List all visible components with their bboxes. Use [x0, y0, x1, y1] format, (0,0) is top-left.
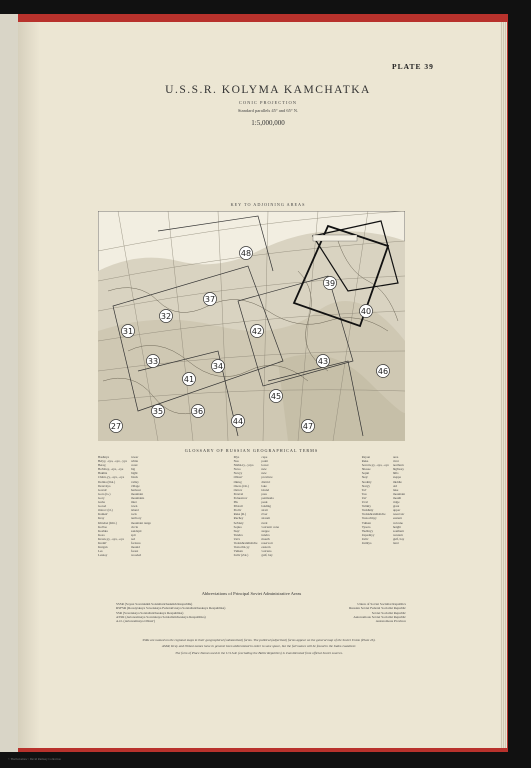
- abbreviation-meaning: Autonomous Soviet Socialist Republic: [353, 614, 406, 619]
- glossary-meaning: strait: [261, 508, 268, 513]
- note: The form of Place Names used in the U.S.S.R. (excluding the Baltic Republics) is transliterated from official Soviet sources.: [175, 650, 343, 655]
- glossary-meaning: northern: [392, 463, 404, 468]
- glossary-meaning: white: [131, 459, 139, 464]
- svg-text:43: 43: [317, 357, 329, 366]
- glossary-term: Vostochnyy: [361, 516, 377, 521]
- glossary-meaning: mountain: [392, 491, 405, 496]
- glossary-term: Kamen': [98, 512, 108, 517]
- glossary-term: Guba: [98, 500, 105, 505]
- glossary-term: Vulkan: [361, 520, 371, 525]
- key-plate-27: [110, 420, 123, 433]
- key-plate-45: [270, 390, 283, 403]
- glossary-term: Vysota: [361, 524, 371, 529]
- glossary-meaning: southern: [392, 528, 404, 533]
- note: SSRs are named on the regional maps in their geographical (substantival) forms. The political (adjectival) forms appear on the general map of the Soviet Union (Plate 26).: [142, 638, 376, 642]
- glossary-term: Novo: [233, 467, 241, 472]
- glossary-meaning: fortress: [131, 540, 141, 545]
- glossary-meaning: island: [131, 508, 139, 513]
- atlas-page: [18, 22, 500, 748]
- glossary-meaning: hills: [392, 471, 399, 476]
- glossary-meaning: red: [131, 536, 136, 541]
- glossary-term: Sredniy: [361, 479, 372, 484]
- glossary-term: Kreml': [98, 540, 107, 545]
- glossary-meaning: gulf, bay: [261, 553, 273, 558]
- glossary-meaning: circle: [131, 524, 139, 529]
- glossary-meaning: highway: [392, 467, 404, 472]
- svg-text:32: 32: [160, 312, 172, 321]
- glossary-term: Koshka: [98, 528, 108, 533]
- key-plate-37: [204, 293, 217, 306]
- svg-text:31: 31: [122, 327, 134, 336]
- scale-label: 1:5,000,000: [251, 119, 285, 127]
- glossary-term: Nos: [233, 459, 239, 464]
- glossary-term: Step': [361, 475, 368, 480]
- key-plate-39: [324, 277, 337, 290]
- glossary-term: Khrebet (Khr.): [98, 520, 117, 525]
- glossary-term: Les: [98, 549, 103, 554]
- glossary-meaning: black: [131, 475, 138, 480]
- glossary-term: Bukhta: [98, 471, 108, 476]
- glossary-meaning: stream: [261, 516, 270, 521]
- glossary-term: Ozero (Oz.): [233, 483, 249, 488]
- glossary-term: Novyy: [233, 471, 243, 476]
- svg-text:37: 37: [204, 295, 216, 304]
- glossary-meaning: peninsula: [261, 495, 274, 500]
- glossary-term: Sel'skiy: [233, 520, 244, 525]
- glossary-meaning: big: [131, 467, 136, 472]
- glossary-term: Yuzhnyy: [361, 528, 374, 533]
- glossary-meaning: river: [392, 459, 399, 464]
- svg-text:46: 46: [377, 367, 389, 376]
- glossary-meaning: cape: [261, 455, 268, 459]
- svg-text:34: 34: [212, 362, 224, 371]
- glossary-terms: [98, 455, 127, 557]
- abbreviation: RSFSR (Rossiyskaya Sovetskaya Federativnaya Sotsialisticheskaya Respublika): [116, 606, 226, 611]
- glossary-meaning: reservoir: [392, 512, 405, 517]
- glossary-meaning: territory: [131, 516, 142, 521]
- glossary-meaning: lower: [261, 463, 269, 468]
- glossary-meaning: volcano: [392, 520, 404, 525]
- glossary-meanings: [131, 455, 151, 557]
- glossary-meaning: new: [261, 467, 267, 472]
- glossary-meaning: coast: [131, 463, 138, 468]
- svg-text:44: 44: [232, 417, 244, 426]
- glossary-meaning: western: [392, 532, 403, 537]
- svg-text:41: 41: [183, 375, 195, 384]
- glossary-meaning: mountains: [131, 495, 145, 500]
- glossary-term: Pristan': [233, 504, 244, 509]
- key-plate-32: [160, 310, 173, 323]
- glossary-meaning: steppe: [261, 528, 270, 533]
- key-plate-41: [183, 373, 196, 386]
- svg-text:39: 39: [324, 279, 336, 288]
- glossary-term: Poluostrov: [233, 495, 248, 500]
- glossary-meanings: [261, 455, 279, 557]
- glossary-meaning: mountain range: [131, 520, 151, 525]
- abbreviation: A.O. (Avtonomnaya Oblast'): [116, 619, 155, 624]
- abbreviation-meaning: Russian Soviet Federal Socialist Republic: [349, 606, 406, 611]
- glossary-meaning: landing: [261, 504, 271, 509]
- glossary-term: Oblast': [233, 475, 243, 480]
- glossary-meaning: reservoir: [261, 540, 273, 545]
- glossary-term: Dolina (Dol.): [98, 479, 116, 484]
- key-plate-35: [152, 405, 165, 418]
- glossary-meaning: lake: [261, 483, 267, 488]
- page-gutter: [18, 22, 40, 748]
- key-plate-43: [317, 355, 330, 368]
- glossary-meaning: island: [261, 487, 270, 492]
- glossary-meaning: ridge: [392, 500, 400, 505]
- svg-text:27: 27: [110, 422, 122, 431]
- abbreviation-meaning: Autonomous Province: [375, 619, 406, 624]
- glossary-meaning: inlet: [131, 500, 137, 505]
- glossary-meaning: tower: [131, 455, 139, 459]
- glossary-term: Okrug: [233, 479, 242, 484]
- note: ASSR, Kray and Oblast names have in general been abbreviated in order to save space, but the full names will be found in the Index-Gazetteer.: [161, 644, 357, 649]
- notes: [114, 638, 404, 657]
- glossary-term: Lesnoy: [98, 553, 108, 558]
- glossary-term: Rayon: [361, 455, 371, 459]
- glossary-column: [362, 455, 405, 557]
- glossary-term: Sopka: [233, 524, 242, 529]
- glossary-term: Zaliv (Zal.): [233, 553, 249, 558]
- glossary-term: Gorod: [98, 504, 107, 509]
- glossary-meaning: eastern: [392, 516, 402, 521]
- key-plate-31: [122, 325, 135, 338]
- glossary-term: Chërn-yy, -aya, -oye: [98, 475, 125, 480]
- glossary-term: Ostrov: [233, 487, 243, 492]
- abbreviation: SSSR (Soyuz Sovetskikh Sotsialisticheskikh Respublik): [116, 602, 193, 606]
- glossary-term: Reka: [361, 459, 369, 464]
- glossary-meaning: pass: [261, 491, 267, 496]
- projection-label: CONIC PROJECTION: [238, 100, 298, 105]
- glossary-meaning: mountain: [131, 491, 144, 496]
- glossary-term: Derevnya: [98, 483, 111, 488]
- key-plate-47: [302, 420, 315, 433]
- glossary-meaning: sandspit: [131, 528, 142, 533]
- glossary-meaning: new: [261, 471, 267, 476]
- key-map-title: KEY TO ADJOINING AREAS: [230, 202, 306, 207]
- glossary-meaning: harbour: [131, 487, 141, 492]
- glossary-term: Tau: [361, 491, 367, 496]
- key-plate-46: [377, 365, 390, 378]
- glossary-meaning: upper: [392, 508, 401, 513]
- glossary-meaning: mouth: [392, 495, 402, 500]
- glossary-meaning: volcano: [261, 549, 272, 554]
- glossary-meaning: mouth: [261, 536, 270, 541]
- abbreviations-title: Abbreviations of Principal Soviet Administrative Areas: [201, 591, 302, 596]
- glossary-term: Tal': [361, 487, 367, 492]
- svg-text:36: 36: [192, 407, 204, 416]
- svg-text:47: 47: [302, 422, 314, 431]
- glossary-meaning: land: [392, 540, 399, 545]
- key-plate-44: [232, 415, 245, 428]
- glossary-meaning: district: [261, 479, 271, 484]
- glossary-term: Vodokhranilishche: [361, 512, 386, 517]
- glossary-term: Belyy, -aya, -oye, -yye: [98, 459, 127, 464]
- glossary-term: Severn-yy, -aya, -oye: [361, 463, 389, 468]
- glossary-term: Gora (G.): [98, 491, 111, 496]
- glossary-term: Gory: [98, 495, 105, 500]
- glossary-meaning: height: [392, 524, 401, 529]
- glossary-meaning: peak: [261, 500, 268, 505]
- glossary-meaning: tundra: [261, 532, 270, 537]
- svg-text:42: 42: [251, 327, 263, 336]
- plate-number: PLATE 39: [392, 62, 434, 71]
- glossary-term: Mys: [233, 455, 240, 459]
- glossary-term: Ust': [361, 495, 367, 500]
- glossary-term: Vulkan: [233, 549, 243, 554]
- svg-text:48: 48: [240, 249, 252, 258]
- glossary-meaning: mound: [131, 545, 140, 550]
- page-title: U.S.S.R. KOLYMA KAMCHATKA: [165, 84, 371, 96]
- svg-text:40: 40: [360, 307, 372, 316]
- page-edges: [500, 22, 507, 748]
- glossary-term: Pik: [233, 500, 238, 505]
- glossary-meaning: gulf, bay: [392, 536, 405, 541]
- glossary-meaning: rock: [131, 512, 137, 517]
- key-plate-48: [240, 247, 253, 260]
- key-plate-34: [212, 360, 225, 373]
- glossary-term: Ostrov (O.): [98, 508, 113, 513]
- glossary-meaning: wooded: [131, 553, 142, 558]
- glossary-term: Nizhn-iy, -yaya: [233, 463, 254, 468]
- svg-text:35: 35: [152, 407, 164, 416]
- abbreviation: SSR (Sovetskaya Sotsialisticheskaya Respublika): [116, 610, 184, 615]
- glossary-term: Verkhniy: [361, 508, 374, 513]
- glossary-term: Bereg: [98, 463, 106, 468]
- glossary-term: Uval: [361, 500, 368, 505]
- glossary-meaning: province: [261, 475, 273, 480]
- glossary-meaning: point: [261, 459, 268, 464]
- glossary-meaning: rural: [261, 520, 268, 525]
- key-plate-36: [192, 405, 205, 418]
- glossary-term: Bashnya: [98, 455, 109, 459]
- footer-credit: © Bartholomew / David Rumsey Collection: [8, 757, 61, 761]
- glossary-term: Tundra: [233, 532, 243, 537]
- abbreviation: ASSR (Avtonomnaya Sovetskaya Sotsialisticheskaya Respublika): [116, 614, 206, 619]
- glossary-meaning: old: [392, 483, 398, 488]
- glossary-term: Zaliv: [361, 536, 369, 541]
- abbreviation-row: [116, 619, 406, 623]
- glossary-term: Proliv: [233, 508, 242, 513]
- glossary-meaning: steppe: [392, 475, 402, 480]
- glossary-term: Bol'shoy, -aya, -oye: [98, 467, 124, 472]
- glossary-term: Velikiy: [361, 504, 371, 509]
- glossary-meaning: area: [392, 455, 399, 459]
- glossary-meaning: spit: [131, 532, 136, 537]
- glossary-term: Staryy: [361, 483, 371, 488]
- glossary-meaning: bight: [131, 471, 138, 476]
- glossary-meaning: village: [131, 483, 140, 488]
- glossary-column: [98, 455, 151, 557]
- glossary-column: [234, 455, 279, 557]
- glossary-term: Gavan': [98, 487, 107, 492]
- glossary-meaning: lake: [392, 487, 399, 492]
- abbreviations-list: [116, 602, 406, 623]
- glossary-meaning: middle: [392, 479, 402, 484]
- glossary-term: Krasn-yy, -aya, -oye: [98, 536, 124, 541]
- glossary-term: Vostochn-yy: [233, 545, 250, 550]
- abbreviation-meaning: Union of Soviet Socialist Republics: [357, 602, 406, 606]
- glossary-term: Kray: [98, 516, 105, 521]
- glossary-terms: [234, 455, 258, 557]
- abbreviation-meaning: Soviet Socialist Republic: [371, 610, 406, 615]
- glossary-term: Kol'tso: [98, 524, 108, 529]
- glossary-term: Sopki: [361, 471, 370, 476]
- glossary-term: Zapadnyy: [361, 532, 375, 537]
- book-spine: [0, 14, 18, 752]
- glossary-term: Vodokhranilishche: [233, 540, 258, 545]
- glossary-term: Reka (R.): [233, 512, 246, 517]
- glossary-meaning: river: [261, 512, 268, 517]
- glossary-meaning: eastern: [261, 545, 271, 550]
- glossary-term: Pereval: [233, 491, 244, 496]
- glossary-term: Ruchey: [233, 516, 244, 521]
- glossary-term: Zemlya: [361, 540, 372, 545]
- key-plate-42: [251, 325, 264, 338]
- svg-text:45: 45: [270, 392, 282, 401]
- glossary-meaning: volcanic cone: [261, 524, 280, 529]
- glossary-term: Ust'e: [233, 536, 240, 541]
- key-to-adjoining-areas-map: [98, 211, 405, 441]
- key-plate-33: [147, 355, 160, 368]
- glossary-meaning: forest: [131, 549, 139, 554]
- parallels-label: Standard parallels 45° and 65° N.: [237, 108, 299, 113]
- glossary-meaning: town: [131, 504, 138, 509]
- glossary-meaning: great: [392, 504, 400, 509]
- glossary-term: Kosa: [98, 532, 105, 537]
- glossary-title: GLOSSARY OF RUSSIAN GEOGRAPHICAL TERMS: [184, 448, 319, 453]
- glossary-term: Step': [233, 528, 240, 533]
- glossary-terms: [362, 455, 389, 557]
- glossary: [98, 455, 405, 557]
- glossary-meaning: valley: [131, 479, 139, 484]
- svg-text:33: 33: [147, 357, 159, 366]
- glossary-meanings: [393, 455, 405, 557]
- key-plate-40: [360, 305, 373, 318]
- glossary-term: Kurgan: [98, 545, 108, 550]
- glossary-term: Shosse: [361, 467, 371, 472]
